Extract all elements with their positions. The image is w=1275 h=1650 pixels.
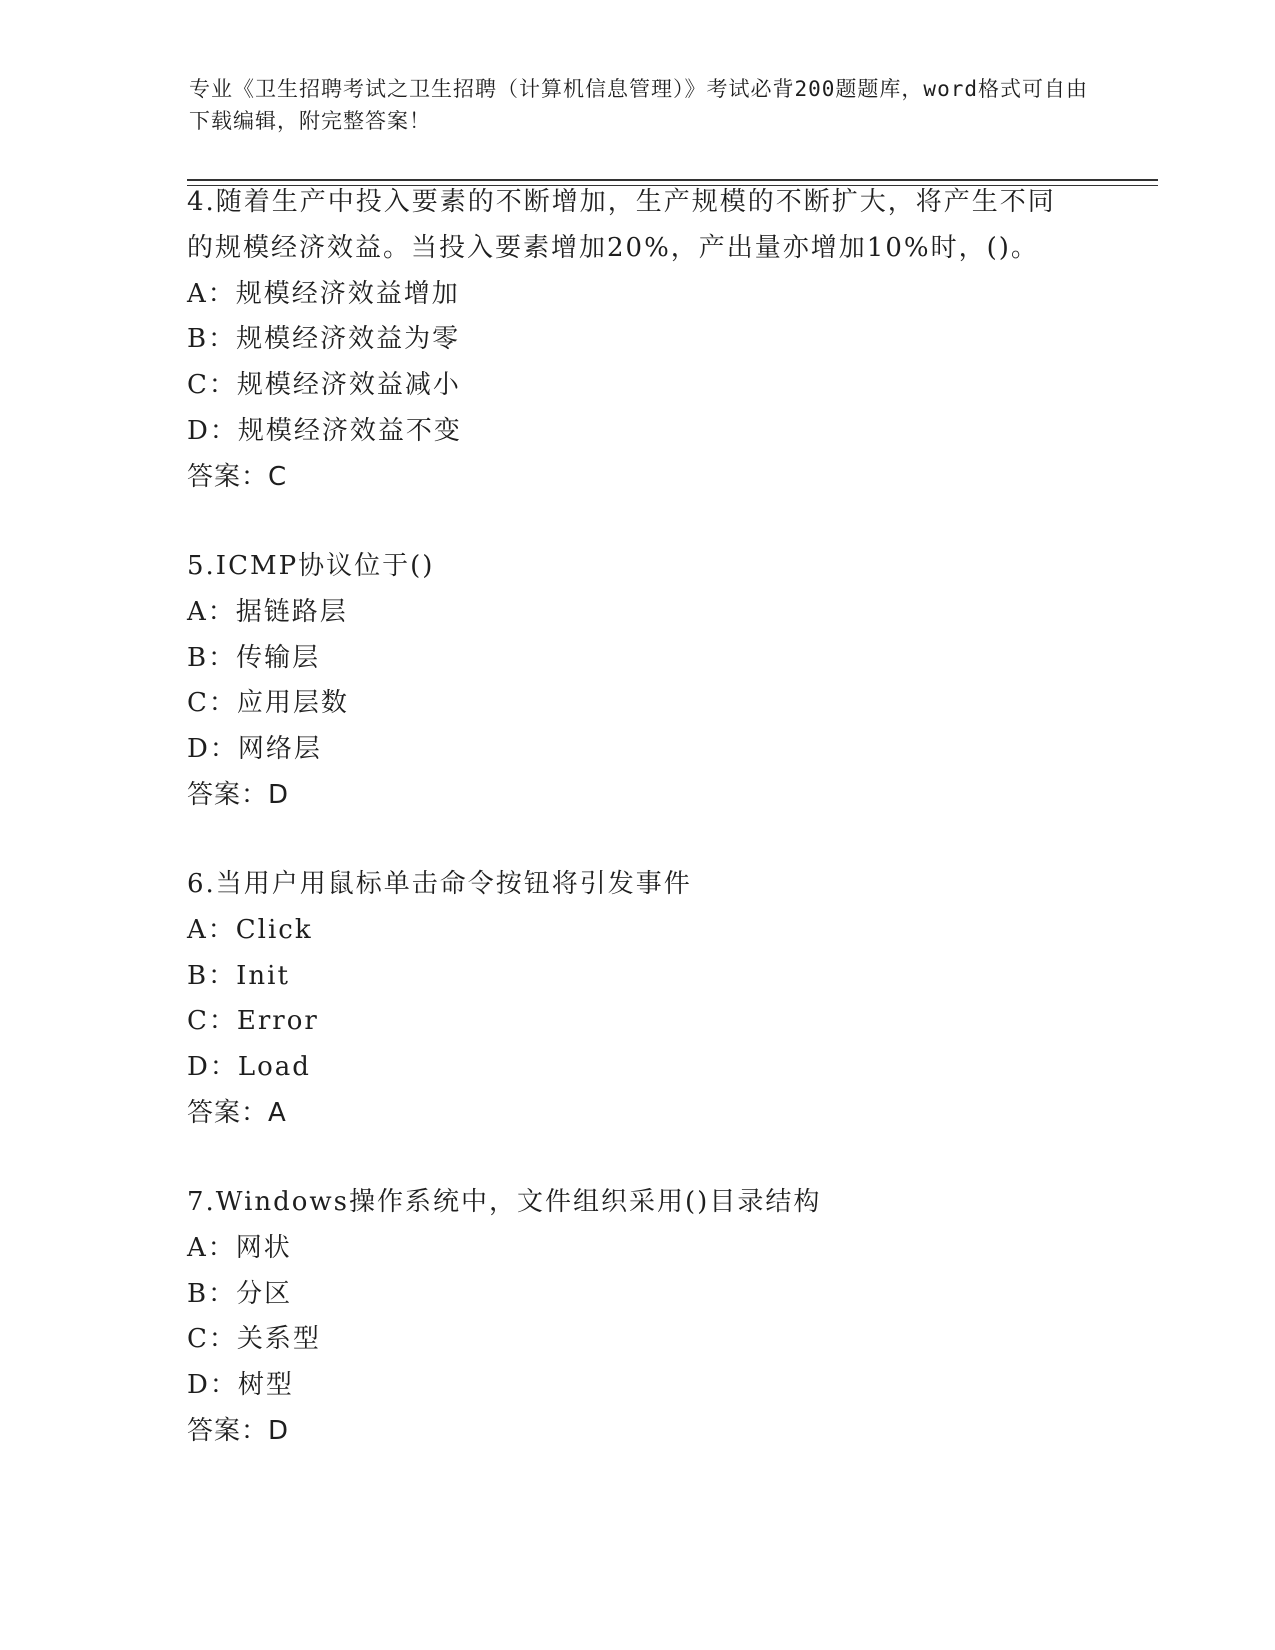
option-a: A：据链路层 (187, 596, 348, 627)
option-b: B：Init (187, 960, 290, 991)
question-block (187, 1180, 1087, 1455)
option-c: C：规模经济效益减小 (187, 370, 461, 401)
option-d: D：规模经济效益不变 (187, 415, 462, 446)
question-block (187, 180, 1087, 501)
option-a: A：网状 (187, 1232, 292, 1263)
answer-label: 答案：D (187, 1415, 290, 1446)
question-block (187, 544, 1087, 819)
option-d: D：Load (187, 1052, 311, 1083)
answer-label: 答案：A (187, 1097, 287, 1128)
question-block (187, 862, 1087, 1137)
option-d: D：树型 (187, 1370, 294, 1401)
option-b: B：传输层 (187, 642, 321, 673)
option-c: C：Error (187, 1006, 319, 1037)
option-b: B：规模经济效益为零 (187, 324, 461, 355)
answer-label: 答案：D (187, 779, 290, 810)
option-a: A：规模经济效益增加 (187, 278, 460, 309)
document-header (189, 73, 1109, 137)
option-b: B：分区 (187, 1278, 293, 1309)
option-d: D：网络层 (187, 734, 322, 765)
question-stem: 4.随着生产中投入要素的不断增加，生产规模的不断扩大，将产生不同的规模经济效益。当投入要素增加20%，产出量亦增加10%时，()。 (187, 187, 1056, 263)
question-stem: 5.ICMP协议位于() (187, 551, 435, 581)
header-intro-text: 专业《卫生招聘考试之卫生招聘（计算机信息管理）》考试必背200题题库，word格式可自由下载编辑，附完整答案！ (189, 77, 1088, 133)
option-c: C：应用层数 (187, 688, 349, 719)
question-stem: 7.Windows操作系统中，文件组织采用()目录结构 (187, 1187, 822, 1217)
option-a: A：Click (187, 914, 313, 945)
question-stem: 6.当用户用鼠标单击命令按钮将引发事件 (187, 869, 692, 899)
option-c: C：关系型 (187, 1324, 321, 1355)
answer-label: 答案：C (187, 461, 288, 492)
